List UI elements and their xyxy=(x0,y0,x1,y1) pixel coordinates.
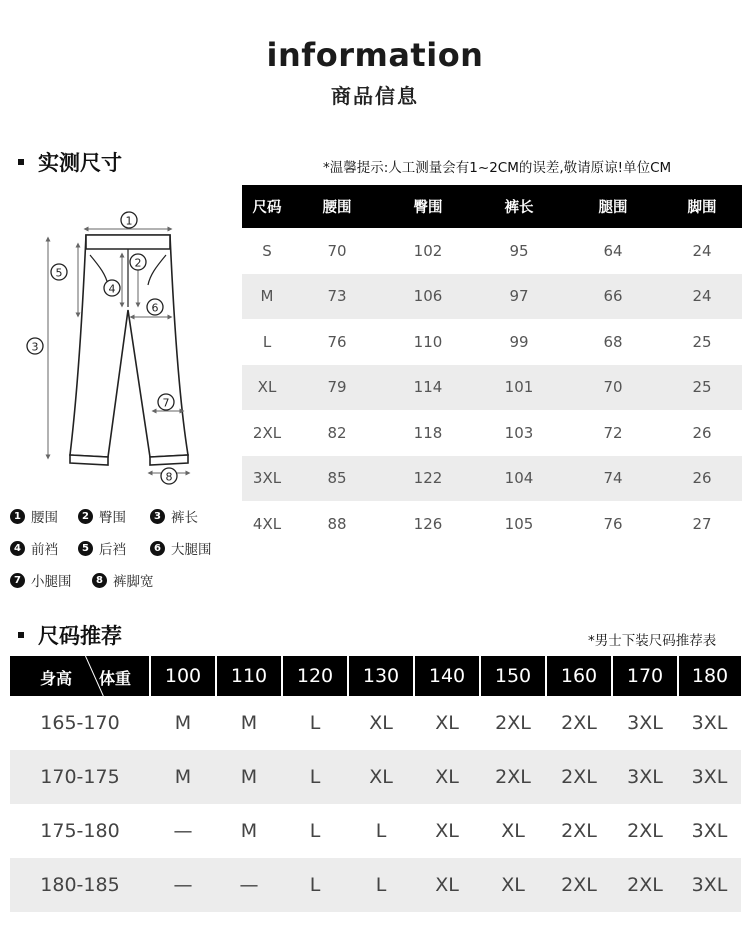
table-cell: M xyxy=(242,274,292,320)
size-cell: M xyxy=(240,820,258,842)
table-cell: 102 xyxy=(413,241,443,260)
legend-label: 后裆 xyxy=(99,542,126,558)
table-row xyxy=(242,456,742,502)
table-row xyxy=(10,858,741,912)
table-cell: 76 xyxy=(603,514,623,533)
legend-item xyxy=(78,506,150,526)
legend-item xyxy=(92,570,154,590)
number-badge-icon: 5 xyxy=(78,541,93,556)
table-row xyxy=(242,228,742,274)
recommend-note: *男士下装尺码推荐表 xyxy=(588,633,717,649)
legend-item xyxy=(10,570,92,590)
size-cell: XL xyxy=(480,858,546,912)
legend-label: 臀围 xyxy=(99,510,126,526)
size-cell: 2XL xyxy=(561,712,597,734)
section-heading-recommend xyxy=(18,620,122,650)
table-cell: 74 xyxy=(564,456,662,502)
weight-header: 130 xyxy=(348,656,414,696)
number-badge-icon: 7 xyxy=(10,573,25,588)
number-badge-icon: 6 xyxy=(150,541,165,556)
size-cell: XL xyxy=(414,858,480,912)
table-cell: 27 xyxy=(692,514,712,533)
table-cell: 24 xyxy=(662,274,742,320)
table-cell: 4XL xyxy=(252,514,282,533)
table-cell: 25 xyxy=(692,332,712,351)
weight-header: 180 xyxy=(678,656,741,696)
bullet-icon xyxy=(18,159,24,165)
table-cell: 105 xyxy=(504,514,534,533)
legend-label: 大腿围 xyxy=(171,542,212,558)
size-cell: 2XL xyxy=(561,820,597,842)
legend-row-3 xyxy=(10,570,154,590)
pants-diagram xyxy=(20,205,220,490)
column-header: 裤长 xyxy=(474,185,564,228)
table-cell: 76 xyxy=(327,332,347,351)
height-cell: 170-175 xyxy=(10,750,150,804)
pants-outline xyxy=(70,235,188,465)
table-cell: 114 xyxy=(382,365,474,411)
table-row xyxy=(242,319,742,365)
marker-3 xyxy=(27,338,43,354)
size-cell: XL xyxy=(501,820,525,842)
size-cell: 3XL xyxy=(678,750,741,804)
table-cell: 26 xyxy=(692,423,712,442)
weight-header: 150 xyxy=(480,656,546,696)
table-cell: 70 xyxy=(327,241,347,260)
size-cell: 3XL xyxy=(691,712,728,734)
table-row xyxy=(10,804,741,858)
table-cell: 122 xyxy=(382,456,474,502)
legend-item xyxy=(78,538,150,558)
svg-text:5: 5 xyxy=(55,266,63,280)
column-header: 腿围 xyxy=(564,185,662,228)
title-information: information xyxy=(266,36,484,74)
number-badge-icon: 1 xyxy=(10,509,25,524)
size-cell: XL xyxy=(369,712,393,734)
column-header: 臀围 xyxy=(382,185,474,228)
table-cell: 104 xyxy=(474,456,564,502)
measure-note: *温馨提示:人工测量会有1~2CM的误差,敬请原谅!单位CM xyxy=(323,160,672,176)
size-cell: 3XL xyxy=(627,712,663,734)
section-heading-measure xyxy=(18,147,122,177)
weight-header: 170 xyxy=(612,656,678,696)
svg-text:1: 1 xyxy=(125,214,133,228)
marker-5 xyxy=(51,264,67,280)
table-cell: 118 xyxy=(413,423,443,442)
size-cell: 3XL xyxy=(612,750,678,804)
corner-height-label: 身高 xyxy=(40,669,73,688)
legend-label: 小腿围 xyxy=(31,574,72,590)
table-cell: 88 xyxy=(327,514,347,533)
number-badge-icon: 2 xyxy=(78,509,93,524)
table-cell: 97 xyxy=(474,274,564,320)
legend-item xyxy=(150,538,212,558)
table-cell: 3XL xyxy=(242,456,292,502)
table-cell: 25 xyxy=(662,365,742,411)
legend-label: 裤长 xyxy=(171,510,198,526)
table-cell: 101 xyxy=(474,365,564,411)
table-header-row xyxy=(242,185,742,228)
size-cell: 3XL xyxy=(678,858,741,912)
svg-text:4: 4 xyxy=(108,282,116,296)
size-cell: XL xyxy=(348,750,414,804)
size-cell: — xyxy=(173,820,193,842)
marker-4 xyxy=(104,280,120,296)
legend-label: 前裆 xyxy=(31,542,58,558)
table-cell: 110 xyxy=(413,332,443,351)
table-cell: 99 xyxy=(509,332,529,351)
table-cell: L xyxy=(262,332,272,351)
weight-header: 140 xyxy=(414,656,480,696)
legend-item xyxy=(10,538,78,558)
column-header: 尺码 xyxy=(242,185,292,228)
corner-header xyxy=(10,656,150,696)
legend-row-2 xyxy=(10,538,212,558)
weight-header: 160 xyxy=(546,656,612,696)
size-cell: L xyxy=(309,712,321,734)
size-cell: M xyxy=(174,712,192,734)
table-row xyxy=(10,750,741,804)
table-cell: 95 xyxy=(509,241,529,260)
table-cell: S xyxy=(262,241,272,260)
table-cell: 72 xyxy=(603,423,623,442)
size-cell: M xyxy=(150,750,216,804)
column-header: 腰围 xyxy=(292,185,382,228)
table-cell: 103 xyxy=(504,423,534,442)
number-badge-icon: 4 xyxy=(10,541,25,556)
height-cell: 175-180 xyxy=(40,820,120,842)
marker-7 xyxy=(158,394,174,410)
bullet-icon xyxy=(18,632,24,638)
height-cell: 180-185 xyxy=(10,858,150,912)
table-cell: 73 xyxy=(292,274,382,320)
size-cell: M xyxy=(240,712,258,734)
size-cell: M xyxy=(216,750,282,804)
table-cell: 70 xyxy=(564,365,662,411)
size-cell: L xyxy=(282,858,348,912)
weight-header: 110 xyxy=(216,656,282,696)
table-row xyxy=(242,501,742,547)
table-cell: 85 xyxy=(292,456,382,502)
size-recommend-table xyxy=(10,656,741,912)
number-badge-icon: 3 xyxy=(150,509,165,524)
size-cell: 2XL xyxy=(546,750,612,804)
size-cell: 3XL xyxy=(691,820,728,842)
table-cell: 79 xyxy=(292,365,382,411)
table-cell: 68 xyxy=(603,332,623,351)
legend-item xyxy=(10,506,78,526)
size-cell: L xyxy=(348,858,414,912)
table-cell: 126 xyxy=(413,514,443,533)
table-cell: 66 xyxy=(564,274,662,320)
height-cell: 165-170 xyxy=(40,712,120,734)
corner-weight-label: 体重 xyxy=(98,669,131,688)
svg-text:2: 2 xyxy=(134,256,142,270)
size-cell: L xyxy=(375,820,387,842)
table-row xyxy=(242,410,742,456)
table-cell: 2XL xyxy=(252,423,282,442)
title-product-info: 商品信息 xyxy=(331,84,419,108)
section-title: 实测尺寸 xyxy=(38,151,122,175)
legend-item xyxy=(150,506,198,526)
size-cell: XL xyxy=(414,750,480,804)
marker-2 xyxy=(130,254,146,270)
size-cell: 2XL xyxy=(480,750,546,804)
size-measure-table xyxy=(242,185,742,547)
svg-text:8: 8 xyxy=(165,470,173,484)
table-row xyxy=(10,696,741,750)
marker-1 xyxy=(121,212,137,228)
size-cell: 2XL xyxy=(546,858,612,912)
table-cell: 82 xyxy=(327,423,347,442)
size-cell: L xyxy=(309,820,321,842)
table-row xyxy=(242,274,742,320)
weight-header: 100 xyxy=(150,656,216,696)
marker-8 xyxy=(161,468,177,484)
section-title: 尺码推荐 xyxy=(38,624,122,648)
size-cell: 2XL xyxy=(627,820,663,842)
size-cell: XL xyxy=(435,820,459,842)
weight-header: 120 xyxy=(282,656,348,696)
table-cell: 24 xyxy=(692,241,712,260)
column-header: 脚围 xyxy=(662,185,742,228)
legend-label: 裤脚宽 xyxy=(113,574,154,590)
svg-text:6: 6 xyxy=(151,301,159,315)
svg-text:3: 3 xyxy=(31,340,39,354)
size-cell: 2XL xyxy=(495,712,531,734)
table-cell: 26 xyxy=(662,456,742,502)
size-cell: — xyxy=(150,858,216,912)
table-header-row xyxy=(10,656,741,696)
number-badge-icon: 8 xyxy=(92,573,107,588)
table-cell: 106 xyxy=(382,274,474,320)
legend-row-1 xyxy=(10,506,198,526)
table-cell: XL xyxy=(242,365,292,411)
table-row xyxy=(242,365,742,411)
legend-label: 腰围 xyxy=(31,510,58,526)
svg-text:7: 7 xyxy=(162,396,170,410)
marker-6 xyxy=(147,299,163,315)
table-cell: 64 xyxy=(603,241,623,260)
size-cell: 2XL xyxy=(612,858,678,912)
size-cell: L xyxy=(282,750,348,804)
size-cell: — xyxy=(216,858,282,912)
size-cell: XL xyxy=(435,712,459,734)
